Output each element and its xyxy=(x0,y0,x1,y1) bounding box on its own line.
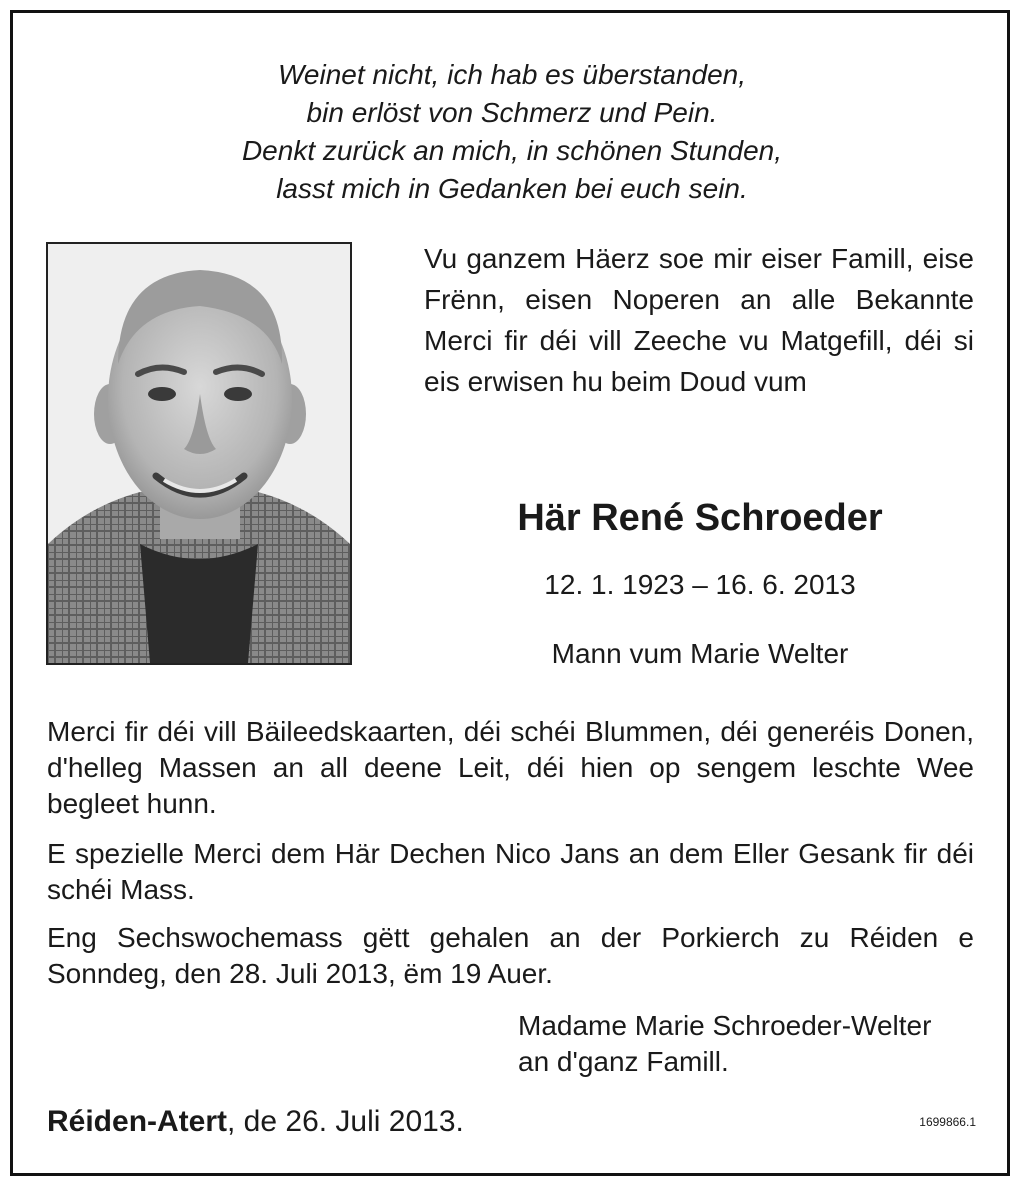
spouse-line: Mann vum Marie Welter xyxy=(551,638,849,669)
place-date xyxy=(47,1102,464,1142)
deceased-name: Här René Schroeder xyxy=(517,497,883,539)
life-dates: 12. 1. 1923 – 16. 6. 2013 xyxy=(544,569,856,600)
poem-line: bin erlöst von Schmerz und Pein. xyxy=(306,97,718,128)
portrait-illustration xyxy=(48,244,350,663)
poem-line: Denkt zurück an mich, in schönen Stunden, xyxy=(241,135,783,166)
thanks-paragraph: Merci fir déi vill Bäileedskaarten, déi schéi Blummen, déi generéis Donen, d'helleg Massen an all deene Leit, déi hien op sengem leschte Wee begleet hunn. xyxy=(47,716,974,819)
poem-line: lasst mich in Gedanken bei euch sein. xyxy=(276,173,748,204)
notice-date: , de 26. Juli 2013. xyxy=(227,1105,464,1138)
poem-line: Weinet nicht, ich hab es überstanden, xyxy=(277,59,746,90)
memorial-poem xyxy=(0,56,1024,208)
signoff-name: Madame Marie Schroeder-Welter xyxy=(518,1010,932,1041)
special-thanks-paragraph: E spezielle Merci dem Här Dechen Nico Jans an dem Eller Gesank fir déi schéi Mass. xyxy=(47,838,974,905)
reference-number: 1699866.1 xyxy=(919,1115,976,1129)
portrait-photo xyxy=(46,242,352,665)
signoff xyxy=(518,1008,988,1080)
thank-you-intro: Vu ganzem Häerz soe mir eiser Famill, eise Frënn, eisen Noperen an alle Bekannte Merci fir déi vill Zeeche vu Matgefill, déi si eis erwisen hu beim Doud vum xyxy=(424,243,974,397)
mass-announcement: Eng Sechswochemass gëtt gehalen an der Porkierch zu Réiden e Sonndeg, den 28. Juli 2013, ëm 19 Auer. xyxy=(47,922,974,989)
signoff-family: an d'ganz Famill. xyxy=(518,1046,729,1077)
town-name: Réiden-Atert xyxy=(47,1105,228,1138)
